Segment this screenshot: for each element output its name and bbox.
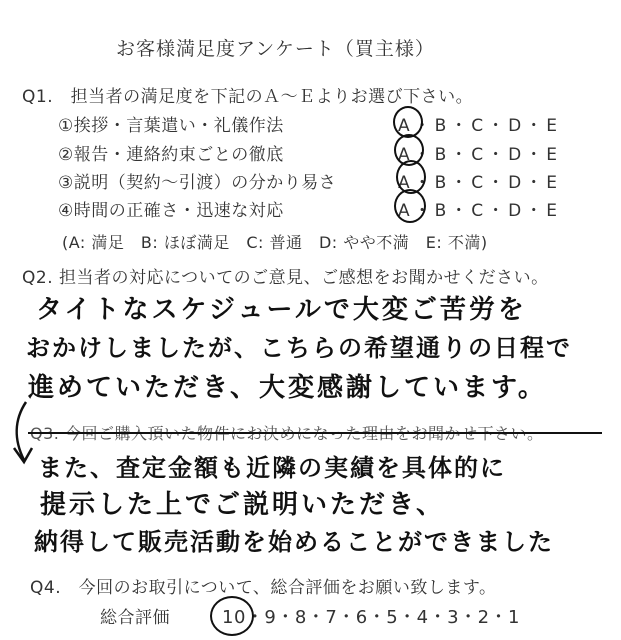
- rating-separator: ・: [489, 607, 509, 628]
- q4-question: Q4. 今回のお取引について、総合評価をお願い致します。: [30, 578, 497, 598]
- rating-separator: ・: [398, 607, 417, 628]
- rating-option: 1: [508, 607, 520, 628]
- rating-separator: ・: [428, 607, 448, 628]
- page-title: お客様満足度アンケート（買主様）: [116, 38, 435, 60]
- q2-answer-line: 進めていただき、大変感謝しています。: [28, 373, 547, 403]
- rating-option: 4: [416, 607, 429, 628]
- rating-option: 6: [355, 607, 368, 628]
- rating-option: 8: [294, 607, 307, 628]
- q1-item-grades: A・B・C・D・E: [398, 173, 561, 193]
- rating-option: 9: [264, 607, 277, 628]
- rating-selection-circle: [210, 596, 254, 636]
- rating-separator: ・: [276, 607, 295, 628]
- rating-separator: ・: [459, 607, 478, 628]
- q1-item-label: ④時間の正確さ・迅速な対応: [58, 201, 284, 221]
- rating-option: 10: [222, 607, 246, 628]
- q2-question: Q2. 担当者の対応についてのご意見、ご感想をお聞かせください。: [22, 268, 549, 288]
- rating-option: 7: [325, 607, 338, 628]
- rating-option: 2: [477, 607, 490, 628]
- q1-item-label: ③説明（契約～引渡）の分かり易さ: [58, 173, 337, 193]
- q1-legend: (A: 満足 B: ほぼ満足 C: 普通 D: やや不満 E: 不満): [62, 233, 488, 252]
- rating-separator: ・: [245, 607, 265, 628]
- rating-separator: ・: [306, 607, 326, 628]
- q3-answer-line: 提示した上でご説明いただき、: [40, 490, 445, 520]
- rating-separator: ・: [337, 607, 356, 628]
- q1-item-label: ①挨拶・言葉遣い・礼儀作法: [58, 116, 284, 136]
- q1-item-label: ②報告・連絡約束ごとの徹底: [58, 145, 284, 165]
- q1-item-grades: A・B・C・D・E: [398, 145, 561, 165]
- q2-answer-line: タイトなスケジュールで大変ご苦労を: [36, 295, 527, 325]
- rating-option: 5: [386, 607, 399, 628]
- q2-answer-line: おかけしましたが、こちらの希望通りの日程で: [26, 333, 572, 362]
- q1-item-grades: A・B・C・D・E: [398, 116, 561, 136]
- rating-scale: [222, 603, 520, 629]
- q4-rating-label: 総合評価: [100, 608, 170, 628]
- rating-separator: ・: [367, 607, 387, 628]
- rating-option: 3: [447, 607, 460, 628]
- q1-question: Q1. 担当者の満足度を下記のＡ～Ｅよりお選び下さい。: [22, 87, 474, 107]
- q3-answer-line: 納得して販売活動を始めることができました: [34, 527, 554, 556]
- q1-item-grades: A・B・C・D・E: [398, 201, 561, 221]
- q3-answer-line: また、査定金額も近隣の実績を具体的に: [38, 453, 506, 482]
